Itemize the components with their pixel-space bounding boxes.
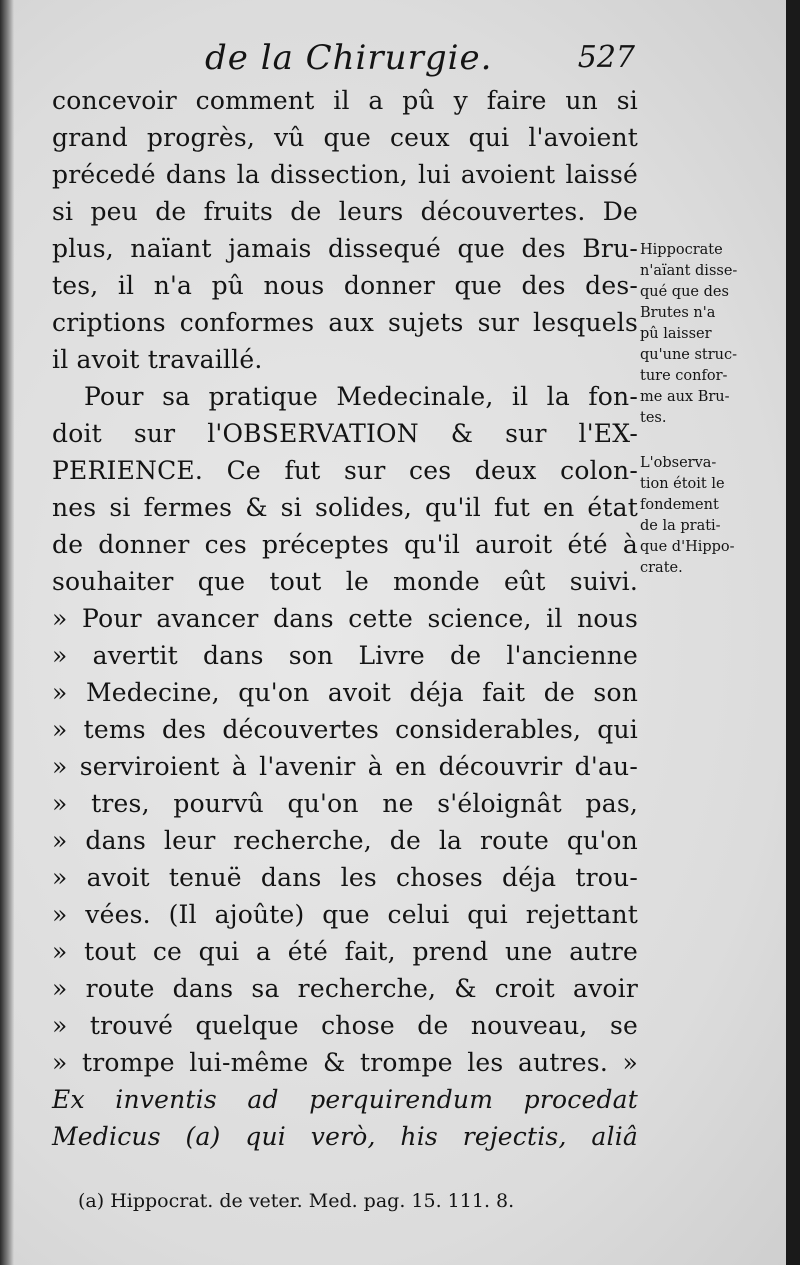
text-line: si peu de fruits de leurs découvertes. De — [52, 197, 638, 226]
margin-note-line: Hippocrate — [640, 242, 723, 258]
text-line: Pour sa pratique Medecinale, il la fon- — [84, 382, 638, 411]
text-line: » Pour avancer dans cette science, il nous — [52, 604, 638, 633]
margin-notes — [640, 240, 782, 579]
text-line: » Medecine, qu'on avoit déja fait de son — [52, 678, 638, 707]
running-title: de la Chirurgie. — [205, 38, 493, 78]
footnote: (a) Hippocrat. de veter. Med. pag. 15. 111. 8. — [78, 1190, 515, 1212]
text-line: » tems des découvertes considerables, qui — [52, 715, 638, 744]
text-line: concevoir comment il a pû y faire un si — [52, 86, 638, 115]
text-line: » avoit tenuë dans les choses déja trou- — [52, 863, 638, 892]
margin-note-line: L'observa- — [640, 455, 717, 471]
text-line: de donner ces préceptes qu'il auroit été à — [52, 530, 638, 559]
margin-note-line: me aux Bru- — [640, 389, 730, 405]
margin-note-line: Brutes n'a — [640, 305, 716, 321]
margin-note — [640, 240, 782, 429]
text-line: » serviroient à l'avenir à en découvrir d'au- — [52, 752, 638, 781]
text-line: » dans leur recherche, de la route qu'on — [52, 826, 638, 855]
page-number: 527 — [577, 40, 635, 75]
margin-note-line: tion étoit le — [640, 476, 725, 492]
margin-note-line: qu'une struc- — [640, 347, 738, 363]
text-line: nes si fermes & si solides, qu'il fut en état — [52, 493, 638, 522]
book-spine-shadow — [0, 0, 14, 1265]
text-line: Ex inventis ad perquirendum procedat — [52, 1085, 638, 1114]
text-line: plus, naïant jamais dissequé que des Bru- — [52, 234, 638, 263]
margin-note-line: pû laisser — [640, 326, 712, 342]
text-line: il avoit travaillé. — [52, 345, 263, 374]
margin-note-line: ture confor- — [640, 368, 728, 384]
text-line: » route dans sa recherche, & croit avoir — [52, 974, 638, 1003]
text-line: doit sur l'OBSERVATION & sur l'EX- — [52, 419, 638, 448]
page-header — [205, 38, 635, 88]
margin-note-line: crate. — [640, 560, 683, 576]
text-line: » trouvé quelque chose de nouveau, se — [52, 1011, 638, 1040]
text-line: Medicus (a) qui verò, his rejectis, aliâ — [52, 1122, 638, 1151]
margin-note-line: tes. — [640, 410, 667, 426]
text-line: précedé dans la dissection, lui avoient laissé — [52, 160, 638, 189]
text-line: » tout ce qui a été fait, prend une autre — [52, 937, 638, 966]
margin-note-line: que d'Hippo- — [640, 539, 735, 555]
text-line: » avertit dans son Livre de l'ancienne — [52, 641, 638, 670]
body-text — [52, 82, 638, 1155]
text-line: souhaiter que tout le monde eût suivi. — [52, 567, 638, 596]
text-line: » vées. (Il ajoûte) que celui qui rejettant — [52, 900, 638, 929]
text-line: » tres, pourvû qu'on ne s'éloignât pas, — [52, 789, 638, 818]
margin-note-line: fondement — [640, 497, 719, 513]
margin-note-line: n'aïant disse- — [640, 263, 738, 279]
text-line: criptions conformes aux sujets sur lesquels — [52, 308, 638, 337]
text-line: » trompe lui-même & trompe les autres. » — [52, 1048, 638, 1077]
text-line: PERIENCE. Ce fut sur ces deux colon- — [52, 456, 638, 485]
margin-note-line: de la prati- — [640, 518, 721, 534]
note-gap — [640, 429, 782, 453]
margin-note-line: qué que des — [640, 284, 729, 300]
text-line: tes, il n'a pû nous donner que des des- — [52, 271, 638, 300]
margin-note — [640, 453, 782, 579]
text-line: grand progrès, vû que ceux qui l'avoient — [52, 123, 638, 152]
